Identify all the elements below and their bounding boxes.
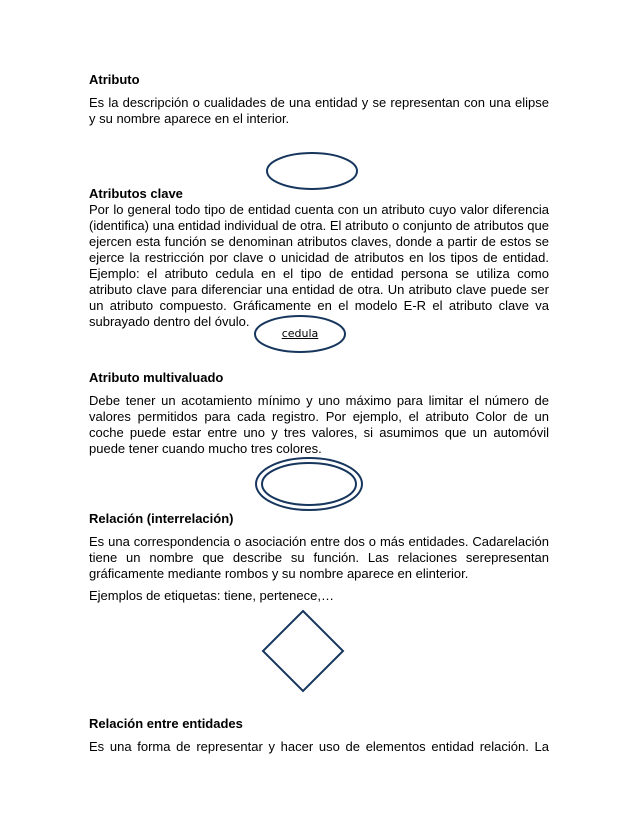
section-relacion-entre-entidades (89, 716, 549, 755)
paragraph: Ejemplos de etiquetas: tiene, pertenece,… (89, 588, 334, 603)
section-title: Atributo multivaluado (89, 370, 224, 385)
multivalued-double-ellipse (253, 454, 365, 514)
key-attribute-label: cedula (281, 327, 319, 340)
section-title: Relación (interrelación) (89, 511, 234, 526)
paragraph: Es una forma de representar y hacer uso de elementos entidad relación. La (89, 739, 549, 754)
section-title: Atributos clave (89, 186, 183, 201)
paragraph: Por lo general todo tipo de entidad cuenta con un atributo cuyo valor diferencia (identifica) una entidad individual de otra. El atributo o conjunto de atributos que ejercen esta función se denominan atributos claves, donde a partir de estos se ejerce la restricción por clave o unicidad de atributos en los tipos de entidad. Ejemplo: el atributo cedula en el tipo de entidad persona se utiliza como atributo clave para diferenciar una entidad de otra. Un atributo clave puede ser un atributo compuesto. Gráficamente en el modelo E-R el atributo clave va subrayado dentro del óvulo. (89, 202, 549, 329)
section-atributos-clave (89, 186, 549, 330)
paragraph: Es la descripción o cualidades de una entidad y se representan con una elipse y su nombre aparece en el interior. (89, 95, 549, 126)
paragraph: Es una correspondencia o asociación entre dos o más entidades. Cadarelación tiene un nombre que describe su función. Las relaciones serepresentan gráficamente mediante rombos y su nombre aparece en elinterior. (89, 534, 549, 581)
relation-diamond (259, 608, 347, 694)
section-atributo-multivaluado (89, 370, 549, 457)
paragraph: Debe tener un acotamiento mínimo y uno máximo para limitar el número de valores permitidos para cada registro. Por ejemplo, el atributo Color de un coche puede estar entre uno y tres valores, si asumimos que un automóvil puede tener cuando mucho tres colores. (89, 393, 549, 456)
section-relacion (89, 511, 549, 604)
section-title: Atributo (89, 72, 140, 87)
section-title: Relación entre entidades (89, 716, 243, 731)
section-atributo (89, 72, 549, 127)
